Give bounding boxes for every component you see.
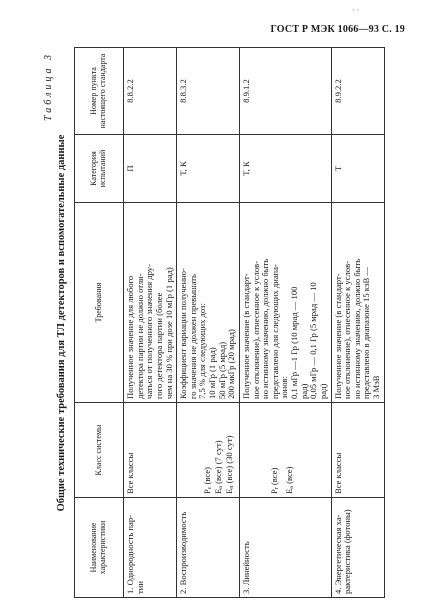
cell-test-category: Т	[331, 135, 384, 203]
cell-clause-number: 8.9.2.2	[331, 48, 384, 135]
cell-test-category: П	[124, 135, 177, 203]
page-mark: · ·	[352, 6, 360, 15]
rotated-table-block	[40, 48, 390, 598]
table-title: Общие технические требования для ТЛ детекторов и вспомогательные данные	[56, 134, 67, 512]
cell-system-class: Все классы	[331, 403, 384, 498]
table-number-label: Таблица 3	[43, 52, 54, 121]
cell-requirement: Полученное значение (в стандарт- ное отклонение), отнесенное к услов- но истинному значению, должно быть представлено для следующих диапа- зонов: 0,1 мГр —1 Гр (10 мрад — 100 рад) 0,05 мГр — 0,1 Гр (5 мрад — 10 рад)	[239, 203, 331, 403]
table-row	[239, 48, 331, 598]
cell-requirement: Полученное значение для любого детектора партии не должно отли- чаться от полученного значения дру- гого детектора партии (более чем на 30 % при дозе 10 мГр (1 рад)	[124, 203, 177, 403]
cell-requirement: Коэффициент вариации полученно- го значения не должен превышать 7,5 % для следующих доз: 10 мГр (1 рад) 50 мГр (5 мрад) 200 мкГр (20 мрад)	[177, 203, 240, 403]
page-header: ГОСТ Р МЭК 1066—93 С. 19	[270, 24, 405, 35]
cell-system-class: Все классы	[124, 403, 177, 498]
col-header-category: Категория испытаний	[75, 135, 124, 203]
cell-characteristic: 4. Энергетическая ха- рактеристика (фотоны)	[331, 498, 384, 598]
table-header-row	[75, 48, 124, 598]
requirements-table	[74, 47, 385, 598]
table-row	[177, 48, 240, 598]
cell-clause-number: 8.9.1.2	[239, 48, 331, 135]
cell-characteristic: 3. Линейность	[239, 498, 331, 598]
cell-characteristic: 1. Однородность пар- тии	[124, 498, 177, 598]
cell-requirement: Полученное значение (в стандарт- ное отклонение), отнесенное к услов- но истинному значению, должно быть представлено в диапазоне 15 кэВ — 3 МэВ	[331, 203, 384, 403]
cell-test-category: Т, К	[177, 135, 240, 203]
cell-system-class: Pɛ (все) Ea (все) (7 сут) Eп (все) (30 сут)	[177, 403, 240, 498]
col-header-name: Наименование характеристики	[75, 498, 124, 598]
cell-test-category: Т, К	[239, 135, 331, 203]
cell-characteristic: 2. Воспроизводимость	[177, 498, 240, 598]
table-row	[331, 48, 384, 598]
table-row	[124, 48, 177, 598]
cell-clause-number: 8.8.2.2	[124, 48, 177, 135]
cell-clause-number: 8.8.3.2	[177, 48, 240, 135]
col-header-requirements: Требования	[75, 203, 124, 403]
col-header-class: Класс системы	[75, 403, 124, 498]
cell-system-class: Pr (все) Ea (все)	[239, 403, 331, 498]
col-header-clause: Номер пункта настоящего стандарта	[75, 48, 124, 135]
